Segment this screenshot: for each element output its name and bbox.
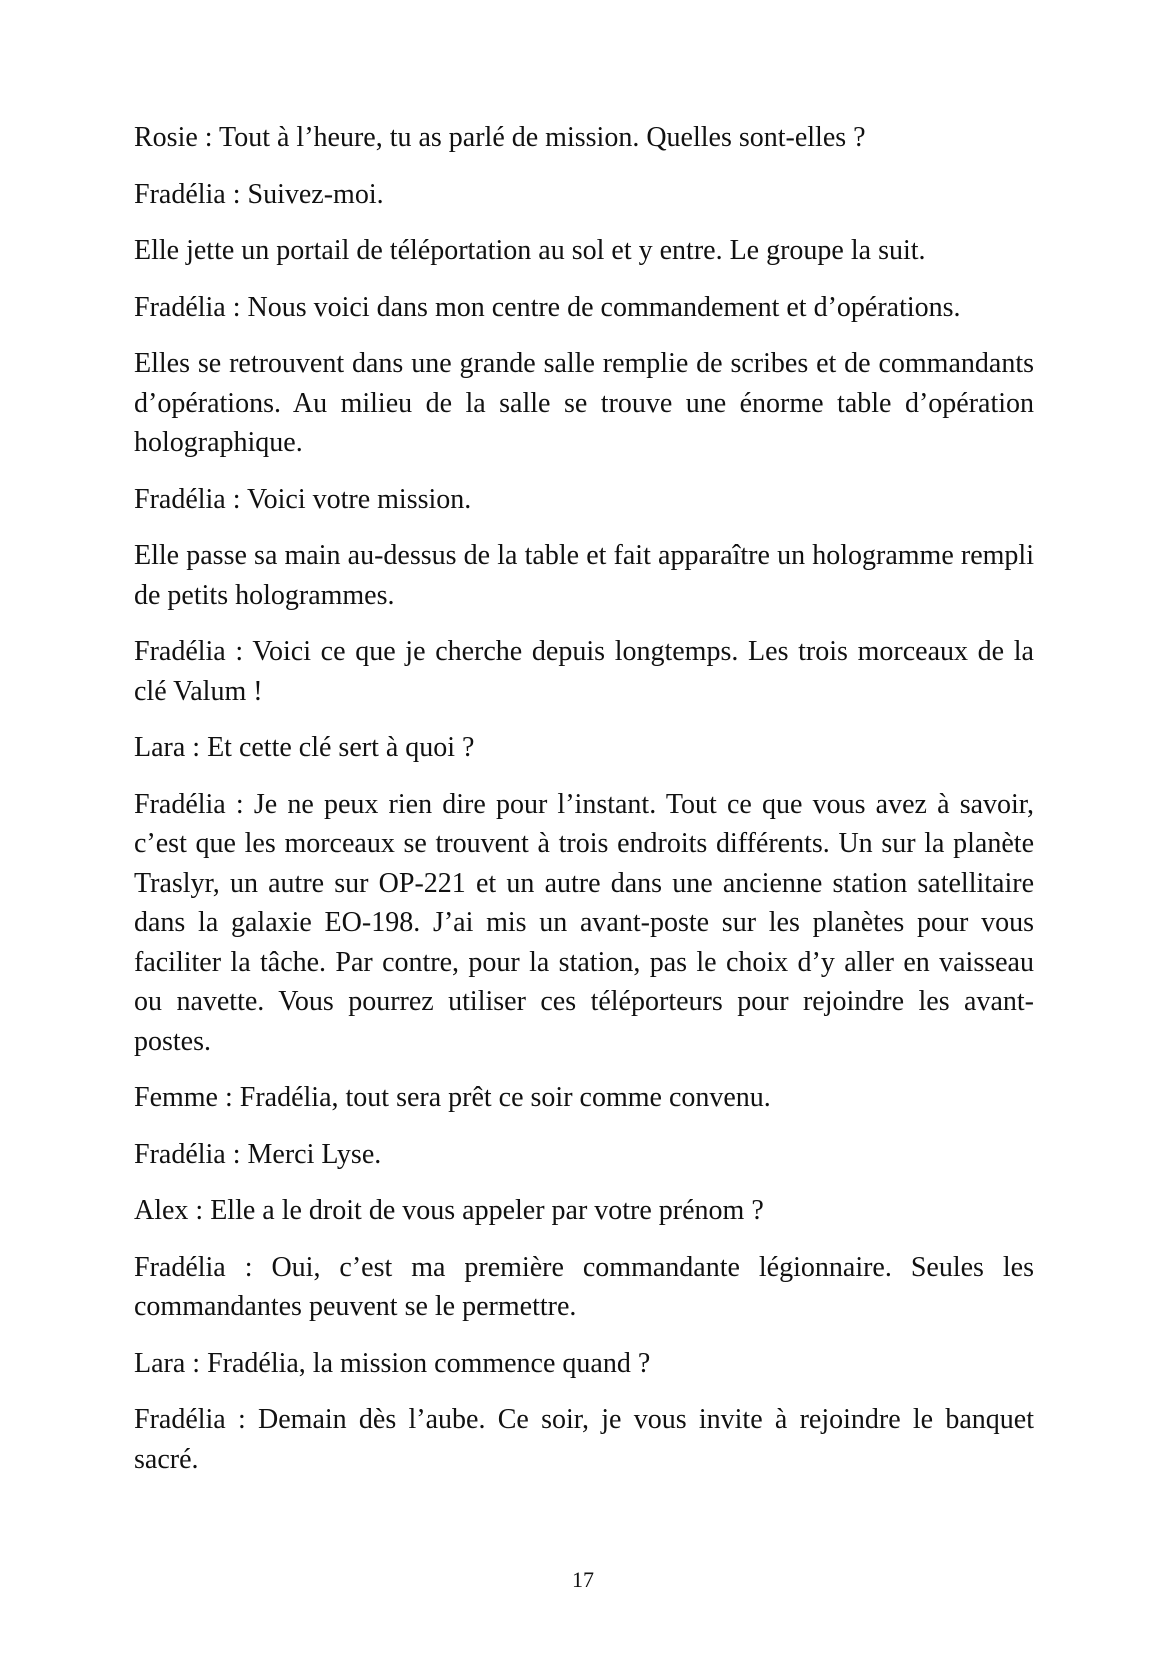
paragraph: Rosie : Tout à l’heure, tu as parlé de mission. Quelles sont-elles ? xyxy=(134,122,866,153)
page-number: 17 xyxy=(572,1567,594,1592)
paragraph: Elles se retrouvent dans une grande salle remplie de scribes et de commandants d’opérations. Au milieu de la salle se trouve une énorme table d’opération holographique. xyxy=(134,348,1034,458)
paragraph: Fradélia : Voici votre mission. xyxy=(134,483,472,515)
page-body xyxy=(134,118,1034,1496)
paragraph: Elle jette un portail de téléportation au sol et y entre. Le groupe la suit. xyxy=(134,235,926,266)
paragraph: Femme : Fradélia, tout sera prêt ce soir comme convenu. xyxy=(134,1082,771,1113)
paragraph: Fradélia : Merci Lyse. xyxy=(134,1138,382,1170)
paragraph: Alex : Elle a le droit de vous appeler par votre prénom ? xyxy=(134,1195,764,1226)
paragraph: Lara : Fradélia, la mission commence quand ? xyxy=(134,1347,651,1379)
paragraph: Fradélia : Nous voici dans mon centre de commandement et d’opérations. xyxy=(134,291,961,323)
paragraph: Lara : Et cette clé sert à quoi ? xyxy=(134,732,475,763)
paragraph: Elle passe sa main au-dessus de la table et fait apparaître un hologramme rempli de petits hologrammes. xyxy=(134,540,1034,611)
paragraph: Fradélia : Demain dès l’aube. Ce soir, je vous invite à rejoindre le banquet sacré. xyxy=(134,1404,1034,1475)
paragraph: Fradélia : Je ne peux rien dire pour l’instant. Tout ce que vous avez à savoir, c’est que les morceaux se trouvent à trois endroits différents. Un sur la planète Traslyr, un autre sur OP-221 et un autre dans une ancienne station satellitaire dans la galaxie EO-198. J’ai mis un avant-poste sur les planètes pour vous faciliter la tâche. Par contre, pour la station, pas le choix d’y aller en vaisseau ou navette. Vous pourrez utiliser ces téléporteurs pour rejoindre les avant-postes. xyxy=(134,788,1034,1057)
paragraph: Fradélia : Voici ce que je cherche depuis longtemps. Les trois morceaux de la clé Valum ! xyxy=(134,636,1034,707)
paragraph: Fradélia : Suivez-moi. xyxy=(134,178,384,210)
paragraph: Fradélia : Oui, c’est ma première commandante légionnaire. Seules les commandantes peuvent se le permettre. xyxy=(134,1251,1034,1322)
